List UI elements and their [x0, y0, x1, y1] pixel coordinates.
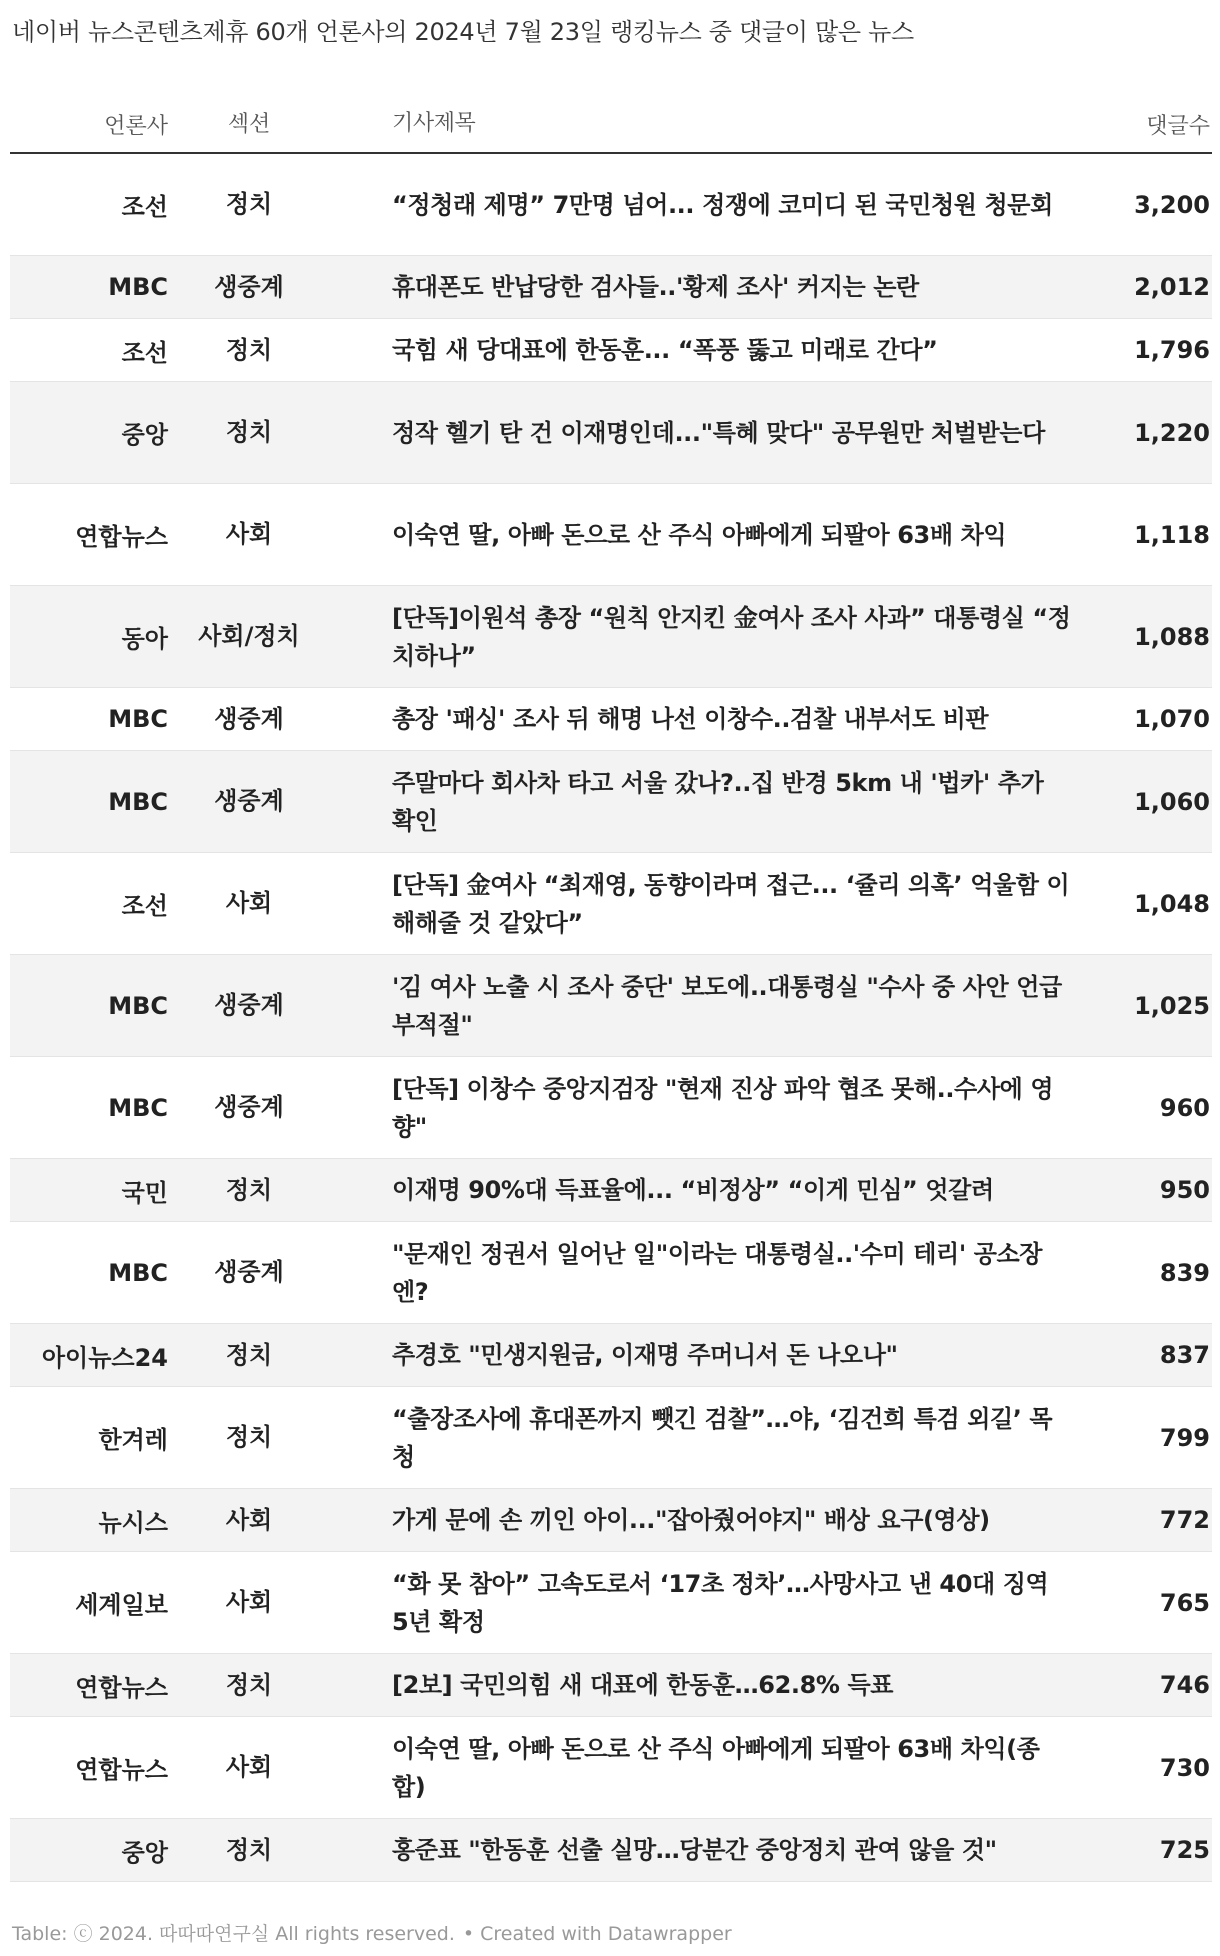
table-row	[10, 955, 1212, 1057]
table-title: 네이버 뉴스콘텐츠제휴 60개 언론사의 2024년 7월 23일 랭킹뉴스 중 댓글이 많은 뉴스	[12, 18, 914, 46]
cell-headline: 추경호 "민생지원금, 이재명 주머니서 돈 나오나"	[392, 1341, 898, 1369]
table-row	[10, 256, 1212, 319]
cell-headline: '김 여사 노출 시 조사 중단' 보도에..대통령실 "수사 중 사안 언급 부적절"	[392, 972, 1062, 1039]
cell-section: 사회	[225, 1588, 273, 1616]
table-row	[10, 688, 1212, 751]
cell-headline: 국힘 새 당대표에 한동훈... “폭풍 뚫고 미래로 간다”	[392, 336, 938, 364]
cell-press: 조선	[121, 193, 168, 221]
table-row	[10, 1159, 1212, 1222]
table-row	[10, 1387, 1212, 1489]
cell-headline: 이숙연 딸, 아빠 돈으로 산 주식 아빠에게 되팔아 63배 차익	[392, 520, 1007, 549]
table-row	[10, 1552, 1212, 1654]
cell-headline: “정청래 제명” 7만명 넘어... 정쟁에 코미디 된 국민청원 청문회	[392, 190, 1053, 219]
table-row	[10, 586, 1212, 688]
cell-headline: 홍준표 "한동훈 선출 실망…당분간 중앙정치 관여 않을 것"	[392, 1836, 997, 1864]
cell-comments: 1,220	[1134, 418, 1210, 447]
cell-section: 사회	[225, 889, 273, 917]
cell-comments: 2,012	[1134, 273, 1210, 301]
cell-press: 중앙	[121, 1838, 168, 1867]
table-row	[10, 1057, 1212, 1159]
cell-press: 뉴시스	[98, 1508, 168, 1537]
cell-comments: 3,200	[1134, 190, 1210, 219]
cell-comments: 799	[1159, 1423, 1210, 1452]
cell-comments: 1,048	[1134, 889, 1210, 918]
cell-comments: 1,025	[1134, 991, 1210, 1020]
table-row	[10, 382, 1212, 484]
cell-section: 사회	[225, 1753, 273, 1781]
cell-press: 조선	[121, 892, 168, 920]
cell-headline: 주말마다 회사차 타고 서울 갔나?..집 반경 5km 내 '법카' 추가 확인	[392, 768, 1044, 835]
footer-credit-link[interactable]: Created with Datawrapper	[480, 1923, 732, 1945]
header-comments[interactable]: 댓글수	[1146, 113, 1210, 139]
table-row	[10, 1222, 1212, 1324]
cell-section: 생중계	[214, 1258, 284, 1286]
cell-comments: 746	[1159, 1671, 1210, 1699]
cell-section: 사회	[225, 1505, 273, 1534]
cell-headline: “출장조사에 휴대폰까지 뺏긴 검찰”…야, ‘김건희 특검 외길’ 목청	[392, 1404, 1053, 1471]
cell-comments: 1,796	[1134, 336, 1210, 364]
table-row	[10, 1819, 1212, 1882]
cell-press: MBC	[108, 273, 168, 301]
cell-comments: 950	[1159, 1176, 1210, 1204]
cell-section: 생중계	[214, 991, 284, 1019]
cell-headline: 휴대폰도 반납당한 검사들..'황제 조사' 커지는 논란	[392, 273, 919, 301]
table-footer	[12, 1919, 732, 1946]
cell-press: 국민	[121, 1178, 168, 1207]
cell-section: 정치	[225, 335, 273, 364]
cell-comments: 1,088	[1134, 622, 1210, 651]
cell-press: MBC	[108, 1258, 168, 1287]
cell-headline: [단독] 이창수 중앙지검장 "현재 진상 파악 협조 못해..수사에 영향"	[392, 1074, 1054, 1141]
cell-headline: 가게 문에 손 끼인 아이..."잡아줬어야지" 배상 요구(영상)	[392, 1506, 990, 1534]
cell-section: 정치	[225, 190, 273, 218]
table-row	[10, 484, 1212, 586]
table-header	[10, 96, 1212, 154]
cell-press: MBC	[108, 1093, 168, 1122]
table-row	[10, 1324, 1212, 1387]
cell-comments: 765	[1159, 1588, 1210, 1617]
cell-press: MBC	[108, 705, 168, 733]
table-row	[10, 1489, 1212, 1552]
header-section[interactable]: 섹션	[227, 111, 271, 137]
cell-section: 사회/정치	[198, 622, 300, 650]
cell-press: 연합뉴스	[75, 1673, 168, 1702]
footer-source: Table: ⓒ 2024. 따따따연구실 All rights reserved.	[12, 1923, 455, 1945]
table-row	[10, 154, 1212, 256]
header-headline[interactable]: 기사제목	[392, 111, 476, 136]
table-row	[10, 319, 1212, 382]
cell-section: 정치	[225, 1175, 273, 1204]
cell-headline: 총장 '패싱' 조사 뒤 해명 나선 이창수..검찰 내부서도 비판	[392, 705, 989, 733]
cell-section: 정치	[225, 418, 273, 446]
cell-headline: [단독]이원석 총장 “원칙 안지킨 金여사 조사 사과” 대통령실 “정치하나”	[392, 603, 1071, 670]
cell-press: 한겨레	[98, 1426, 168, 1454]
cell-section: 생중계	[214, 272, 284, 301]
cell-section: 생중계	[214, 1093, 284, 1121]
cell-comments: 730	[1159, 1753, 1210, 1782]
cell-headline: [2보] 국민의힘 새 대표에 한동훈…62.8% 득표	[392, 1671, 894, 1699]
cell-section: 정치	[225, 1835, 273, 1864]
cell-section: 정치	[225, 1670, 273, 1699]
cell-press: 아이뉴스24	[41, 1343, 168, 1372]
cell-headline: "문재인 정권서 일어난 일"이라는 대통령실..'수미 테리' 공소장엔?	[392, 1239, 1043, 1306]
cell-press: MBC	[108, 991, 168, 1020]
cell-comments: 725	[1159, 1836, 1210, 1864]
cell-comments: 1,118	[1134, 520, 1210, 549]
table-row	[10, 1717, 1212, 1819]
cell-comments: 839	[1159, 1258, 1210, 1287]
cell-section: 사회	[225, 520, 273, 548]
cell-section: 생중계	[214, 787, 284, 815]
header-press[interactable]: 언론사	[104, 113, 168, 139]
cell-press: 연합뉴스	[75, 1756, 168, 1784]
cell-section: 정치	[225, 1423, 273, 1451]
cell-comments: 1,070	[1134, 705, 1210, 733]
table-row	[10, 853, 1212, 955]
cell-press: 세계일보	[75, 1591, 168, 1619]
ranking-table	[10, 96, 1212, 1882]
cell-comments: 960	[1159, 1093, 1210, 1122]
footer-separator: •	[462, 1923, 475, 1945]
cell-comments: 1,060	[1134, 787, 1210, 816]
cell-press: 중앙	[121, 421, 168, 449]
cell-section: 정치	[225, 1340, 273, 1369]
cell-comments: 772	[1159, 1506, 1210, 1534]
table-row	[10, 1654, 1212, 1717]
cell-headline: 이재명 90%대 득표율에... “비정상” “이게 민심” 엇갈려	[392, 1176, 994, 1204]
cell-press: 조선	[121, 338, 168, 367]
cell-headline: [단독] 金여사 “최재영, 동향이라며 접근... ‘쥴리 의혹’ 억울함 이해해줄 것 같았다”	[392, 870, 1070, 937]
cell-press: 연합뉴스	[75, 523, 168, 551]
cell-headline: “화 못 참아” 고속도로서 ‘17초 정차’…사망사고 낸 40대 징역 5년 확정	[392, 1569, 1049, 1636]
cell-section: 생중계	[214, 704, 284, 733]
cell-headline: 이숙연 딸, 아빠 돈으로 산 주식 아빠에게 되팔아 63배 차익(종합)	[392, 1734, 1040, 1801]
cell-headline: 정작 헬기 탄 건 이재명인데..."특혜 맞다" 공무원만 처벌받는다	[392, 418, 1045, 447]
cell-press: MBC	[108, 787, 168, 816]
cell-comments: 837	[1159, 1341, 1210, 1369]
table-row	[10, 751, 1212, 853]
cell-press: 동아	[121, 625, 168, 653]
